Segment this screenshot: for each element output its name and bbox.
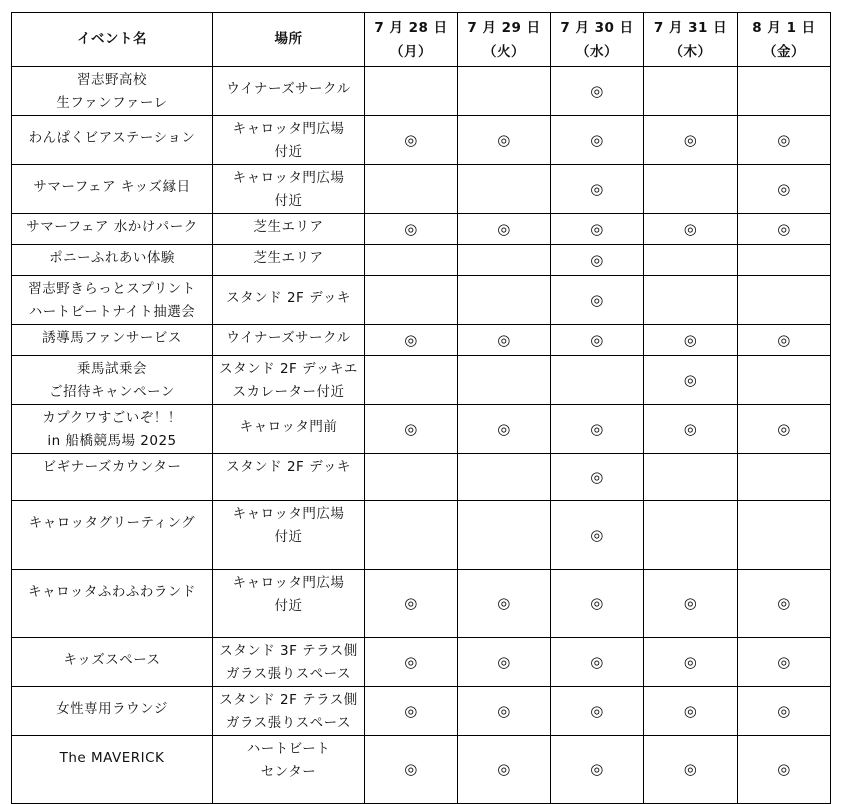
event-name-line: サマーフェア 水かけパーク xyxy=(26,219,198,235)
place-line: ガラス張りスペース xyxy=(226,666,351,682)
schedule-mark-cell: ◎ xyxy=(644,116,738,165)
event-name-line: サマーフェア キッズ縁日 xyxy=(33,179,191,195)
table-row xyxy=(12,638,831,687)
header-date-1-date: 7 月 28 日 xyxy=(374,19,448,36)
place-line: スタンド 2F テラス側 xyxy=(219,692,358,708)
event-name-cell xyxy=(12,276,213,325)
schedule-mark-cell: ◎ xyxy=(458,736,551,804)
schedule-mark-cell xyxy=(365,501,458,570)
table-row xyxy=(12,276,831,325)
schedule-mark-cell xyxy=(738,454,831,501)
table-row xyxy=(12,570,831,638)
header-date-5-date: 8 月 1 日 xyxy=(752,19,816,36)
schedule-mark-cell: ◎ xyxy=(365,325,458,356)
place-line: キャロッタ門広場 xyxy=(232,121,345,137)
event-name-line: 習志野きらっとスプリント xyxy=(28,281,196,297)
schedule-mark-cell: ◎ xyxy=(365,570,458,638)
place-cell xyxy=(213,454,365,501)
schedule-mark-cell: ◎ xyxy=(551,570,644,638)
schedule-mark-cell: ◎ xyxy=(551,638,644,687)
schedule-mark-cell: ◎ xyxy=(365,405,458,454)
schedule-mark-cell xyxy=(365,356,458,405)
table-row xyxy=(12,687,831,736)
schedule-body xyxy=(12,67,831,804)
header-date-1 xyxy=(365,13,458,67)
place-cell xyxy=(213,276,365,325)
schedule-mark-cell xyxy=(458,454,551,501)
schedule-mark-cell xyxy=(644,276,738,325)
header-date-5 xyxy=(738,13,831,67)
schedule-mark-cell: ◎ xyxy=(644,356,738,405)
schedule-mark-cell: ◎ xyxy=(458,325,551,356)
event-name-line: カプクワすごいぞ！！ xyxy=(42,410,182,426)
schedule-mark-cell xyxy=(365,454,458,501)
schedule-mark-cell: ◎ xyxy=(365,116,458,165)
schedule-mark-cell: ◎ xyxy=(458,214,551,245)
schedule-mark-cell xyxy=(644,454,738,501)
header-event: イベント名 xyxy=(12,13,213,67)
schedule-mark-cell: ◎ xyxy=(365,214,458,245)
schedule-mark-cell: ◎ xyxy=(738,116,831,165)
place-cell xyxy=(213,570,365,638)
schedule-mark-cell xyxy=(365,165,458,214)
event-name-line: わんぱくビアステーション xyxy=(28,130,196,146)
event-name-line: キッズスペース xyxy=(63,652,161,668)
schedule-mark-cell xyxy=(738,356,831,405)
header-date-4 xyxy=(644,13,738,67)
event-name-cell xyxy=(12,67,213,116)
schedule-mark-cell: ◎ xyxy=(738,405,831,454)
schedule-mark-cell xyxy=(738,67,831,116)
schedule-mark-cell: ◎ xyxy=(644,736,738,804)
place-line: 付近 xyxy=(274,598,303,614)
schedule-mark-cell xyxy=(644,245,738,276)
header-date-3-date: 7 月 30 日 xyxy=(560,19,634,36)
table-row xyxy=(12,214,831,245)
event-name-line: 誘導馬ファンサービス xyxy=(42,330,182,346)
header-date-3-weekday: （水） xyxy=(576,43,618,60)
header-date-2 xyxy=(458,13,551,67)
header-row xyxy=(12,13,831,67)
table-row xyxy=(12,501,831,570)
event-name-line: 習志野高校 xyxy=(77,72,147,88)
event-name-cell xyxy=(12,325,213,356)
place-line: スタンド 3F テラス側 xyxy=(219,643,358,659)
event-name-line: in 船橋競馬場 2025 xyxy=(47,433,177,449)
event-name-line: 生ファンファーレ xyxy=(56,95,168,111)
place-cell xyxy=(213,736,365,804)
event-name-line: キャロッタふわふわランド xyxy=(28,584,196,600)
place-cell xyxy=(213,67,365,116)
schedule-mark-cell xyxy=(365,276,458,325)
place-line: 付近 xyxy=(274,529,303,545)
place-line: ガラス張りスペース xyxy=(226,715,351,731)
schedule-mark-cell: ◎ xyxy=(738,736,831,804)
schedule-mark-cell: ◎ xyxy=(551,325,644,356)
schedule-mark-cell: ◎ xyxy=(551,116,644,165)
event-name-cell xyxy=(12,165,213,214)
schedule-mark-cell: ◎ xyxy=(365,736,458,804)
header-date-2-date: 7 月 29 日 xyxy=(467,19,541,36)
schedule-mark-cell: ◎ xyxy=(644,405,738,454)
event-name-line: ポニーふれあい体験 xyxy=(49,250,175,266)
table-row xyxy=(12,245,831,276)
place-line: ウイナーズサークル xyxy=(226,81,351,97)
event-name-line: 乗馬試乗会 xyxy=(77,361,147,377)
place-line: スタンド 2F デッキ xyxy=(226,290,351,306)
table-row xyxy=(12,454,831,501)
event-name-cell xyxy=(12,501,213,570)
place-cell xyxy=(213,245,365,276)
schedule-mark-cell xyxy=(458,67,551,116)
event-name-line: 女性専用ラウンジ xyxy=(56,701,168,717)
schedule-mark-cell: ◎ xyxy=(551,454,644,501)
place-line: キャロッタ門広場 xyxy=(232,575,345,591)
place-cell xyxy=(213,501,365,570)
schedule-mark-cell: ◎ xyxy=(644,638,738,687)
schedule-mark-cell: ◎ xyxy=(551,501,644,570)
schedule-mark-cell: ◎ xyxy=(551,165,644,214)
schedule-mark-cell: ◎ xyxy=(644,325,738,356)
header-date-2-weekday: （火） xyxy=(483,43,525,60)
schedule-mark-cell: ◎ xyxy=(365,687,458,736)
header-date-4-weekday: （木） xyxy=(669,43,712,60)
event-name-cell xyxy=(12,405,213,454)
place-cell xyxy=(213,687,365,736)
schedule-mark-cell: ◎ xyxy=(738,165,831,214)
table-row xyxy=(12,356,831,405)
schedule-mark-cell: ◎ xyxy=(644,570,738,638)
event-name-cell xyxy=(12,214,213,245)
schedule-mark-cell xyxy=(458,276,551,325)
place-cell xyxy=(213,116,365,165)
header-date-4-date: 7 月 31 日 xyxy=(653,19,728,36)
schedule-mark-cell: ◎ xyxy=(738,214,831,245)
schedule-mark-cell: ◎ xyxy=(551,687,644,736)
place-line: ウイナーズサークル xyxy=(226,330,351,346)
schedule-mark-cell xyxy=(458,356,551,405)
schedule-mark-cell: ◎ xyxy=(365,638,458,687)
schedule-mark-cell: ◎ xyxy=(551,245,644,276)
schedule-mark-cell xyxy=(458,165,551,214)
place-line: スタンド 2F デッキ xyxy=(226,459,351,475)
place-cell xyxy=(213,405,365,454)
place-line: 芝生エリア xyxy=(253,250,324,266)
place-line: キャロッタ門広場 xyxy=(232,170,345,186)
schedule-mark-cell xyxy=(738,501,831,570)
schedule-mark-cell xyxy=(365,245,458,276)
place-line: 芝生エリア xyxy=(253,219,324,235)
event-name-cell xyxy=(12,356,213,405)
event-name-cell xyxy=(12,454,213,501)
schedule-mark-cell xyxy=(738,245,831,276)
place-cell xyxy=(213,356,365,405)
schedule-mark-cell: ◎ xyxy=(738,687,831,736)
schedule-mark-cell: ◎ xyxy=(458,638,551,687)
event-name-line: ご招待キャンペーン xyxy=(49,384,175,400)
table-row xyxy=(12,405,831,454)
table-row xyxy=(12,165,831,214)
table-row xyxy=(12,116,831,165)
schedule-mark-cell: ◎ xyxy=(551,276,644,325)
place-line: スタンド 2F デッキエ xyxy=(219,361,358,377)
place-line: スカレーター付近 xyxy=(232,384,345,400)
schedule-mark-cell xyxy=(551,356,644,405)
header-place: 場所 xyxy=(213,13,365,67)
schedule-mark-cell: ◎ xyxy=(551,405,644,454)
place-line: キャロッタ門広場 xyxy=(232,506,345,522)
schedule-mark-cell: ◎ xyxy=(458,116,551,165)
table-row xyxy=(12,736,831,804)
event-name-cell xyxy=(12,245,213,276)
table-row xyxy=(12,67,831,116)
schedule-mark-cell: ◎ xyxy=(458,570,551,638)
schedule-mark-cell: ◎ xyxy=(551,67,644,116)
event-name-line: キャロッタグリーティング xyxy=(28,515,196,531)
schedule-mark-cell: ◎ xyxy=(738,638,831,687)
schedule-mark-cell xyxy=(644,165,738,214)
schedule-mark-cell: ◎ xyxy=(458,687,551,736)
schedule-mark-cell xyxy=(644,501,738,570)
header-date-3 xyxy=(551,13,644,67)
schedule-mark-cell: ◎ xyxy=(644,214,738,245)
schedule-mark-cell xyxy=(458,245,551,276)
event-name-cell xyxy=(12,638,213,687)
place-cell xyxy=(213,325,365,356)
event-name-cell xyxy=(12,736,213,804)
place-cell xyxy=(213,214,365,245)
place-cell xyxy=(213,165,365,214)
event-name-line: ハートビートナイト抽選会 xyxy=(28,304,196,320)
schedule-mark-cell: ◎ xyxy=(551,736,644,804)
schedule-mark-cell xyxy=(458,501,551,570)
place-cell xyxy=(213,638,365,687)
place-line: 付近 xyxy=(274,144,303,160)
place-line: 付近 xyxy=(274,193,303,209)
schedule-mark-cell: ◎ xyxy=(458,405,551,454)
schedule-mark-cell: ◎ xyxy=(644,687,738,736)
schedule-mark-cell: ◎ xyxy=(738,325,831,356)
event-name-cell xyxy=(12,116,213,165)
place-line: ハートビート xyxy=(246,741,331,757)
event-name-line: The MAVERICK xyxy=(59,750,165,766)
event-name-cell xyxy=(12,687,213,736)
header-date-5-weekday: （金） xyxy=(763,43,805,60)
event-name-cell xyxy=(12,570,213,638)
schedule-mark-cell xyxy=(738,276,831,325)
schedule-mark-cell: ◎ xyxy=(738,570,831,638)
place-line: センター xyxy=(260,764,317,780)
schedule-mark-cell xyxy=(365,67,458,116)
table-row xyxy=(12,325,831,356)
place-line: キャロッタ門前 xyxy=(239,419,338,435)
schedule-mark-cell xyxy=(644,67,738,116)
schedule-mark-cell: ◎ xyxy=(551,214,644,245)
event-schedule-table xyxy=(11,12,831,804)
event-name-line: ビギナーズカウンター xyxy=(42,459,182,475)
header-date-1-weekday: （月） xyxy=(390,43,432,60)
